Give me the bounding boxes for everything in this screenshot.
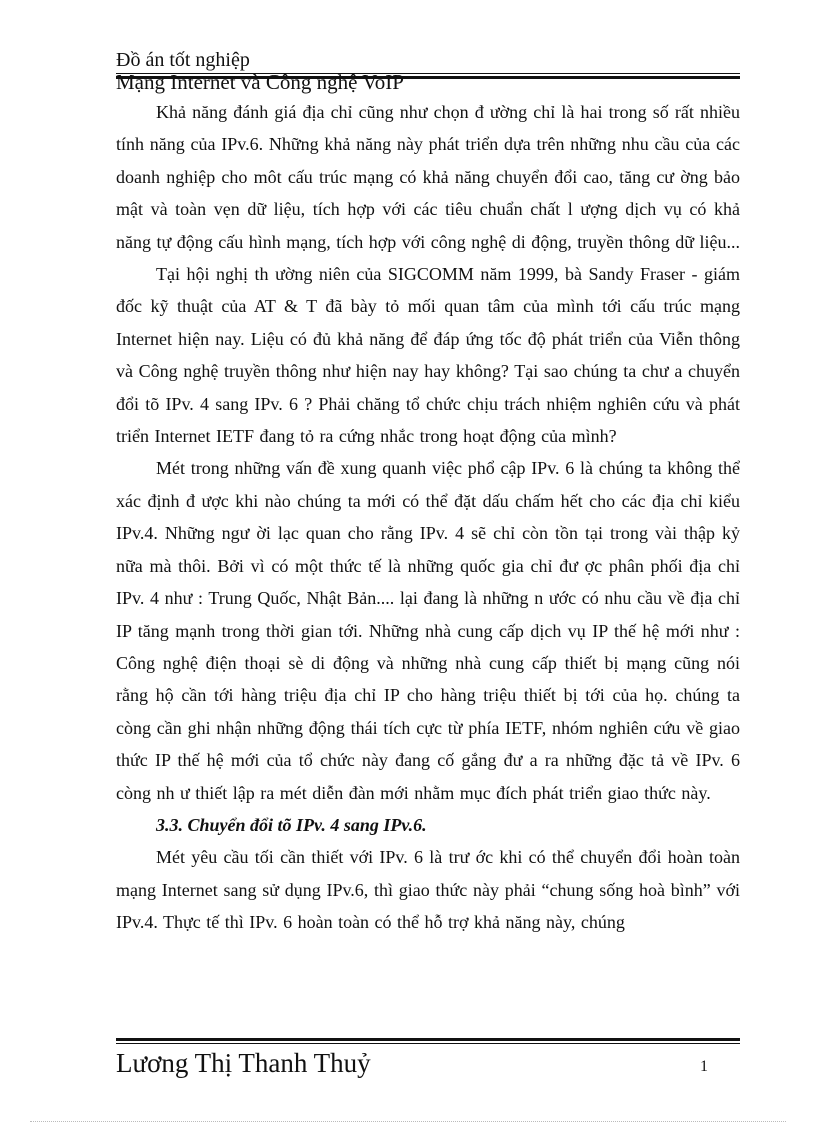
paragraph: Mét trong những vấn đề xung quanh việc phổ cập IPv. 6 là chúng ta không thể xác định đ ược khi nào chúng ta mới có thể đặt dấu chấm hết cho các địa chỉ kiểu IPv.4. Những ngư ời lạc quan cho rằng IPv. 4 sẽ chỉ còn tồn tại trong vài thập kỷ nữa mà thôi. Bởi vì có một thức tế là những quốc gia chỉ đư ợc phân phối địa chỉ IPv. 4 như : Trung Quốc, Nhật Bản.... lại đang là những n ước có nhu cầu về địa chỉ IP tăng mạnh trong thời gian tới. Những nhà cung cấp dịch vụ IP thế hệ mới như : Công nghệ điện thoại sè di động và những nhà cung cấp thiết bị mạng cũng nói rằng hộ cần tới hàng triệu địa chỉ IP cho hàng triệu thiết bị tới của họ. chúng ta còng cần ghi nhận những động thái tích cực từ phía IETF, nhóm nghiên cứu về giao thức IP thế hệ mới của tổ chức này đang cố gắng đư a ra những đặc tả về IPv. 6 còng nh ư thiết lập ra mét diễn đàn mới nhằm mục đích phát triển giao thức này. — [116, 458, 740, 803]
paragraph: Tại hội nghị th ường niên của SIGCOMM năm 1999, bà Sandy Fraser - giám đốc kỹ thuật của AT & T đã bày tỏ mối quan tâm của mình tới cấu trúc mạng Internet hiện nay. Liệu có đủ khả năng để đáp ứng tốc độ phát triển của Viễn thông và Công nghệ truyền thông như hiện nay hay không? Tại sao chúng ta chư a chuyển đổi tõ IPv. 4 sang IPv. 6 ? Phải chăng tổ chức chịu trách nhiệm nghiên cứu và phát triển Internet IETF đang tỏ ra cứng nhắc trong hoạt động của mình? — [116, 264, 740, 447]
footer-double-rule — [116, 1038, 740, 1045]
page-header — [116, 48, 740, 94]
footer-rule-thick — [116, 1038, 740, 1041]
document-body — [116, 96, 740, 939]
paragraph: Mét yêu cầu tối cần thiết với IPv. 6 là trư ớc khi có thể chuyển đổi hoàn toàn mạng Internet sang sử dụng IPv.6, thì giao thức này phải “chung sống hoà bình” với IPv.4. Thực tế thì IPv. 6 hoàn toàn có thể hỗ trợ khả năng này, chúng — [116, 847, 740, 933]
header-title: Đồ án tốt nghiệp — [116, 49, 250, 71]
page-bottom-dotted-edge — [30, 1121, 786, 1122]
footer-row — [116, 1045, 740, 1079]
footer-author: Lương Thị Thanh Thuỷ — [116, 1048, 371, 1078]
paragraph: Khả năng đánh giá địa chỉ cũng như chọn đ ường chỉ là hai trong số rất nhiều tính năng của IPv.6. Những khả năng này phát triển dựa trên những nhu cầu của các doanh nghiệp cho môt cấu trúc mạng có khả năng chuyển đổi cao, tăng cư ờng bảo mật và toàn vẹn dữ liệu, tích hợp với các tiêu chuẩn chất l ượng dịch vụ có khả năng tự động cấu hình mạng, tích hợp với công nghệ di động, truyền thông dữ liệu... — [116, 102, 740, 252]
section-heading: 3.3. Chuyển đổi tõ IPv. 4 sang IPv.6. — [156, 814, 427, 835]
page-number: 1 — [700, 1058, 708, 1075]
page-footer — [116, 1038, 740, 1079]
header-subtitle: Mạng Internet và Công nghệ VoIP — [116, 70, 404, 94]
footer-rule-thin — [116, 1043, 740, 1044]
